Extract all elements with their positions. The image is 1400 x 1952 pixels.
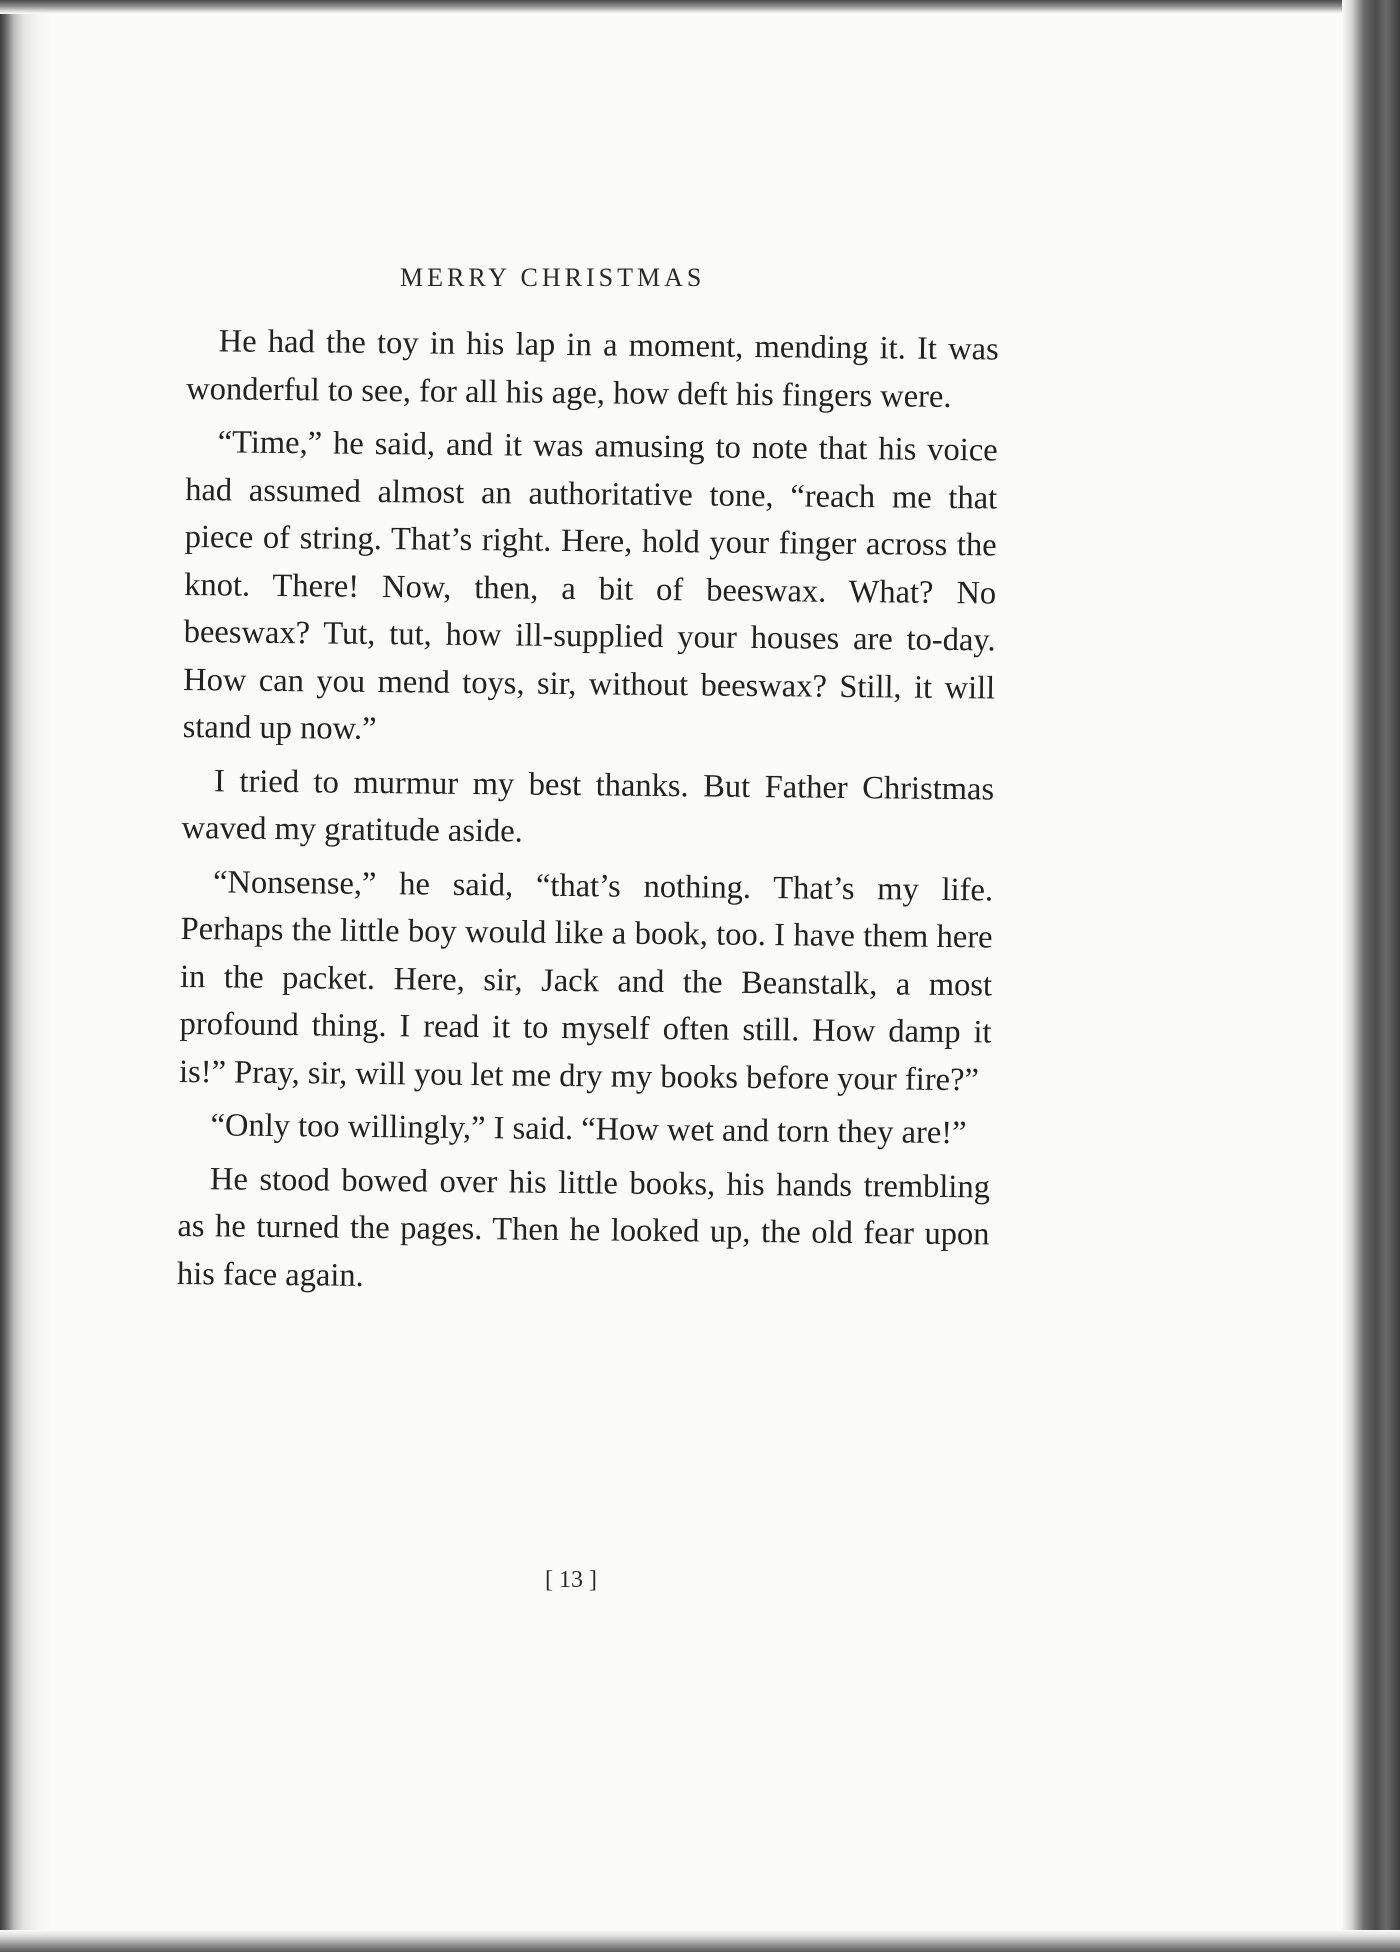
- running-head: MERRY CHRISTMAS: [400, 263, 706, 292]
- bottom-edge: [0, 1930, 1400, 1952]
- paragraph: “Nonsense,” he said, “that’s nothing. That’s my life. Perhaps the little boy would like a book, too. I have them here in the packet. Here, sir, Jack and the Beanstalk, a most profound thing. I read it to myself often still. How damp it is!” Pray, sir, will you let me dry my books before your fire?”: [178, 863, 994, 1098]
- paragraph: “Only too willingly,” I said. “How wet and torn they are!”: [210, 1107, 967, 1152]
- top-edge: [0, 0, 1400, 14]
- paragraph: I tried to murmur my best thanks. But Father Christmas waved my gratitude aside.: [181, 762, 995, 850]
- right-page-edge: [1342, 0, 1400, 1952]
- paragraph: He stood bowed over his little books, his hands trembling as he turned the pages. Then he looked up, the old fear upon his face again.: [176, 1160, 991, 1294]
- paragraph: “Time,” he said, and it was amusing to note that his voice had assumed almost an authoritative tone, “reach me that piece of string. That’s right. Here, hold your finger across the knot. There! Now, then, a bit of beeswax. What? No beeswax? Tut, tut, how ill-supplied your houses are to-day. How can you mend toys, sir, without beeswax? Still, it will stand up now.”: [182, 424, 998, 748]
- page-gutter: [0, 0, 52, 1952]
- body-text: [177, 318, 999, 1306]
- page-number: [ 13 ]: [545, 1567, 597, 1593]
- paragraph: He had the toy in his lap in a moment, mending it. It was wonderful to see, for all his age, how deft his fingers were.: [186, 323, 999, 415]
